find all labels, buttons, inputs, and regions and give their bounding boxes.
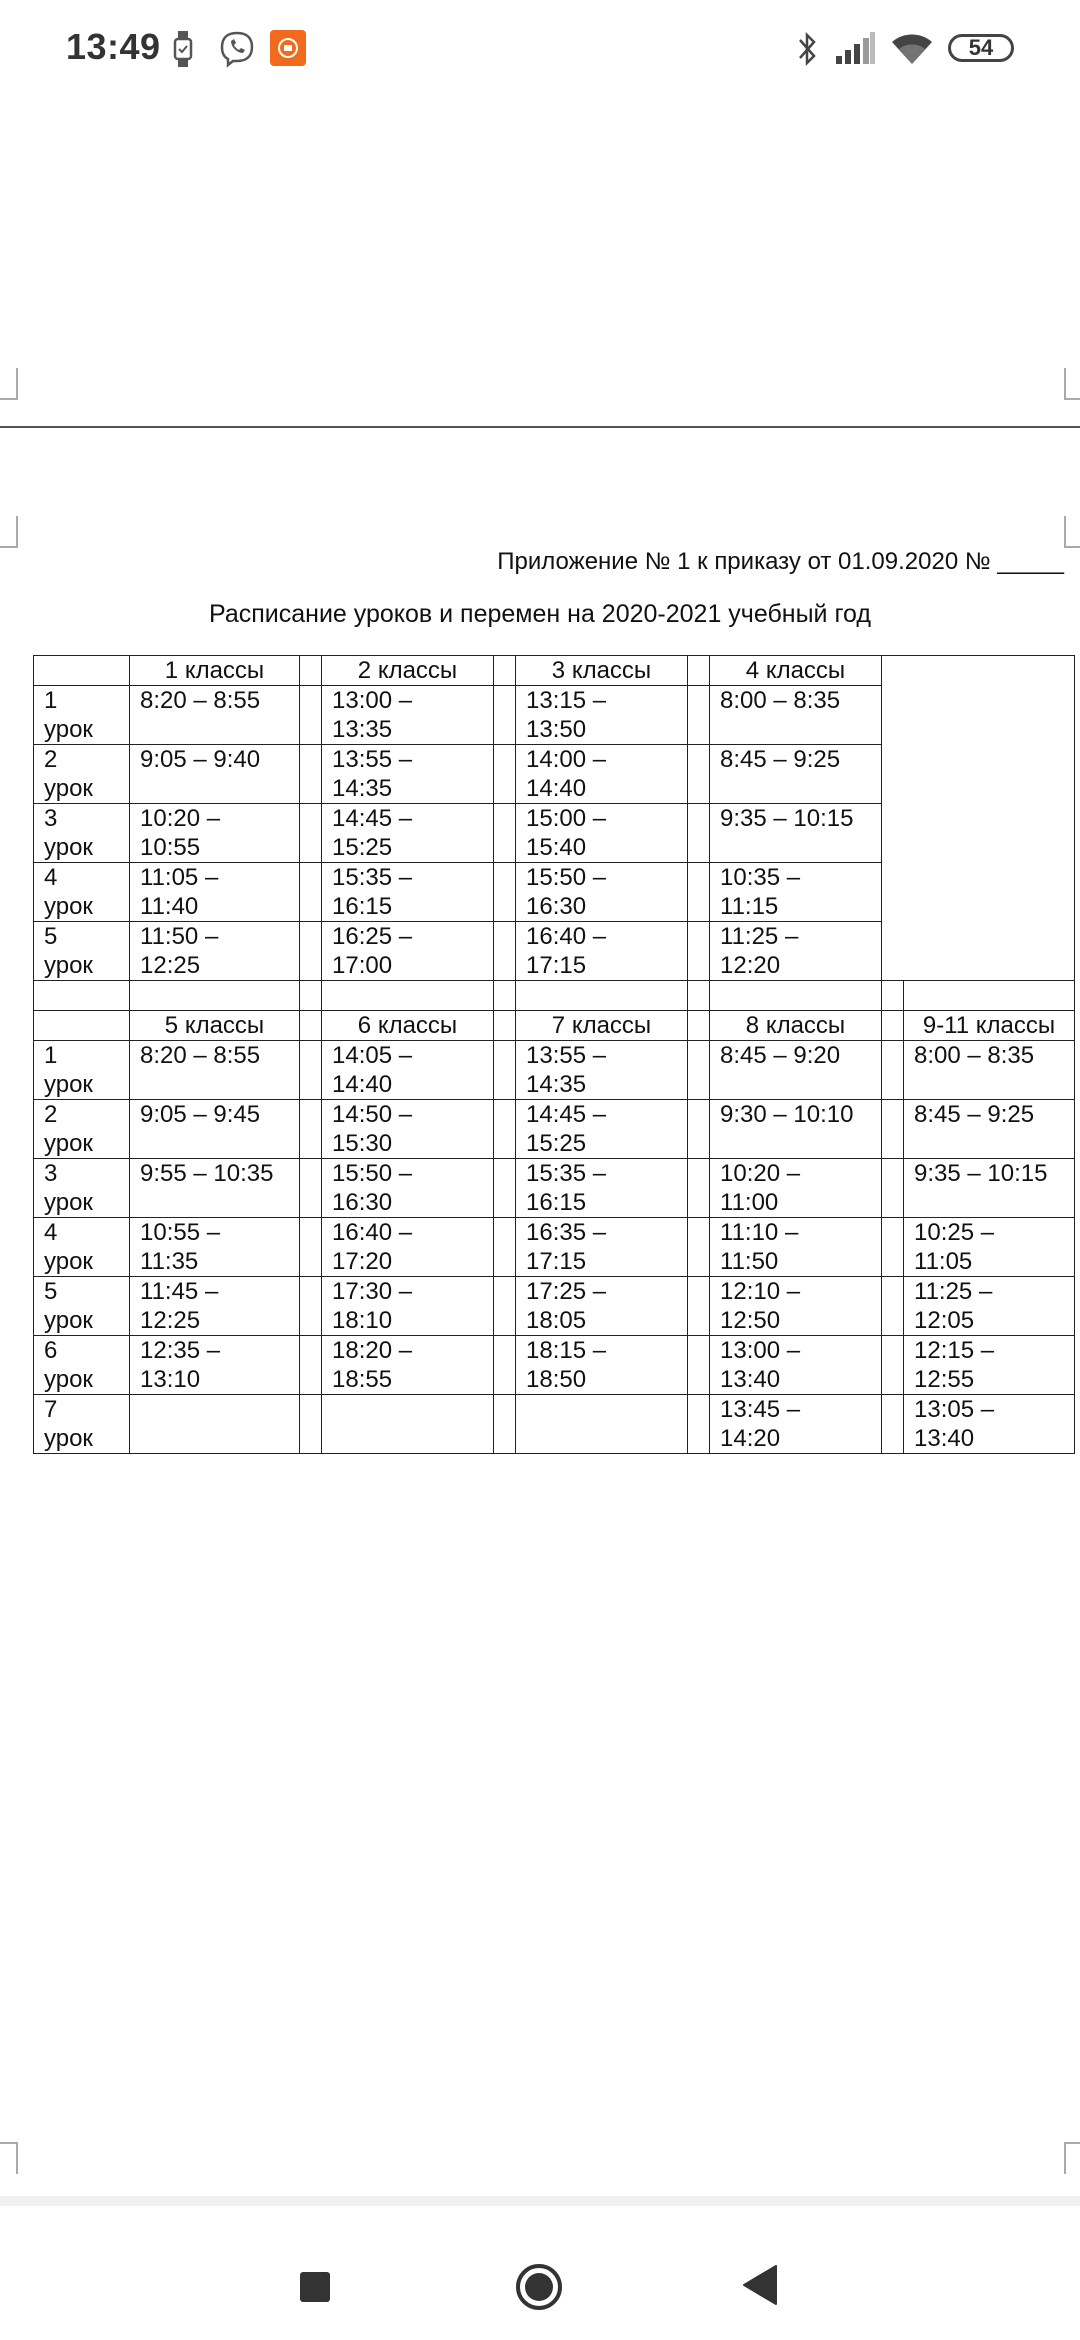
lesson-cell [34, 804, 130, 863]
time-cell-text: 13:05 – [914, 1396, 995, 1423]
lesson-cell [34, 745, 130, 804]
home-button[interactable] [514, 2262, 564, 2312]
spacer-cell [300, 656, 322, 686]
time-cell [322, 1218, 494, 1277]
time-cell-text: 8:00 – 8:35 [914, 1042, 1035, 1069]
empty-block [882, 656, 1075, 981]
grade-header [710, 1011, 882, 1041]
time-cell-text: 15:25 [332, 834, 393, 861]
time-cell-text: 9:30 – 10:10 [720, 1101, 854, 1128]
spacer-cell [688, 922, 710, 981]
lesson-cell [34, 1041, 130, 1100]
time-cell-text: 8:45 – 9:20 [720, 1042, 841, 1069]
time-cell-text: 9:05 – 9:45 [140, 1101, 261, 1128]
time-cell-text: 12:25 [140, 1307, 201, 1334]
time-cell [710, 922, 882, 981]
time-cell-text: 11:05 – [140, 864, 219, 891]
gap-cell [904, 981, 1075, 1011]
time-cell-text: 17:25 – [526, 1278, 607, 1305]
time-cell-text: 11:50 – [140, 923, 219, 950]
status-time: 13:49 [66, 26, 161, 67]
lesson-cell-text: 7 [44, 1396, 58, 1423]
grade-header-text: 8 классы [745, 1012, 846, 1039]
time-cell [322, 1159, 494, 1218]
time-cell-text: 17:15 [526, 952, 587, 979]
time-cell-text: 17:00 [332, 952, 393, 979]
spacer-cell [494, 1218, 516, 1277]
time-cell [516, 804, 688, 863]
spacer-cell [494, 656, 516, 686]
time-cell-text: 17:20 [332, 1248, 393, 1275]
time-cell [130, 1395, 300, 1454]
time-cell [710, 863, 882, 922]
spacer-cell [494, 922, 516, 981]
time-cell-text: 18:10 [332, 1307, 393, 1334]
time-cell-text: 9:05 – 9:40 [140, 746, 261, 773]
time-cell-text: 13:55 – [332, 746, 413, 773]
time-cell-text: 18:50 [526, 1366, 587, 1393]
page-corner-mark [1064, 368, 1080, 400]
time-cell [130, 922, 300, 981]
time-cell [710, 1218, 882, 1277]
time-cell [322, 1100, 494, 1159]
time-cell [322, 922, 494, 981]
table-row [34, 1159, 1075, 1218]
spacer-cell [300, 1218, 322, 1277]
spacer-cell [494, 745, 516, 804]
time-cell-text: 17:15 [526, 1248, 587, 1275]
table-row [34, 1277, 1075, 1336]
wifi-icon [890, 30, 934, 66]
signal-icon [834, 30, 876, 66]
spacer-cell [300, 1041, 322, 1100]
spacer-cell [300, 1159, 322, 1218]
time-cell-text: 15:35 – [526, 1160, 607, 1187]
grade-header-text: 7 классы [551, 1012, 652, 1039]
page-corner-mark [0, 368, 18, 400]
time-cell-text: 11:50 [720, 1248, 779, 1275]
spacer-cell [882, 1011, 904, 1041]
time-cell [322, 1336, 494, 1395]
time-cell-text: 18:20 – [332, 1337, 413, 1364]
spacer-cell [300, 1336, 322, 1395]
back-button[interactable] [742, 2264, 778, 2306]
spacer-cell [300, 863, 322, 922]
time-cell-text: 13:40 [720, 1366, 781, 1393]
time-cell [516, 1277, 688, 1336]
time-cell-text: 11:15 [720, 893, 779, 920]
lesson-cell [34, 863, 130, 922]
lesson-cell-text: 3 [44, 1160, 58, 1187]
lesson-cell-text: 2 [44, 746, 58, 773]
grade-header [710, 656, 882, 686]
time-cell [710, 804, 882, 863]
time-cell [516, 1336, 688, 1395]
time-cell [904, 1277, 1075, 1336]
time-cell [130, 1041, 300, 1100]
grade-header [130, 1011, 300, 1041]
spacer-cell [688, 656, 710, 686]
spacer-cell [300, 804, 322, 863]
gap-cell [494, 981, 516, 1011]
document-title: Расписание уроков и перемен на 2020-2021 учебный год [209, 600, 871, 628]
spacer-cell [688, 745, 710, 804]
spacer-cell [882, 1041, 904, 1100]
spacer-cell [882, 1218, 904, 1277]
time-cell [130, 1218, 300, 1277]
time-cell-text: 15:40 [526, 834, 587, 861]
time-cell-text: 9:35 – 10:15 [720, 805, 854, 832]
time-cell [322, 1277, 494, 1336]
spacer-cell [494, 1336, 516, 1395]
spacer-cell [882, 1395, 904, 1454]
gap-row [34, 981, 1075, 1011]
table2-header-row [34, 1011, 1075, 1041]
time-cell-text: 16:30 [332, 1189, 393, 1216]
time-cell-text: 11:45 – [140, 1278, 219, 1305]
time-cell-text: 12:05 [914, 1307, 975, 1334]
time-cell [322, 863, 494, 922]
spacer-cell [494, 1011, 516, 1041]
spacer-cell [688, 804, 710, 863]
time-cell [710, 1041, 882, 1100]
lesson-cell-text: урок [44, 893, 93, 920]
lesson-header-cell [34, 656, 130, 686]
page-corner-mark [1064, 516, 1080, 548]
spacer-cell [688, 1159, 710, 1218]
lesson-cell-text: 3 [44, 805, 58, 832]
time-cell [904, 1159, 1075, 1218]
lesson-cell [34, 686, 130, 745]
lesson-cell-text: 1 [44, 1042, 58, 1069]
time-cell-text: 18:05 [526, 1307, 587, 1334]
time-cell-text: 11:40 [140, 893, 199, 920]
spacer-cell [300, 686, 322, 745]
viewer-bottom-strip [0, 2196, 1080, 2206]
battery-icon: 54 [948, 34, 1014, 62]
time-cell-text: 12:50 [720, 1307, 781, 1334]
time-cell-text: 13:10 [140, 1366, 201, 1393]
schedule-table [33, 655, 1075, 1454]
spacer-cell [494, 804, 516, 863]
time-cell [322, 745, 494, 804]
grade-header [322, 1011, 494, 1041]
lesson-cell-text: урок [44, 952, 93, 979]
lesson-cell-text: урок [44, 716, 93, 743]
page-separator [0, 426, 1080, 428]
time-cell-text: 15:50 – [526, 864, 607, 891]
time-cell [904, 1336, 1075, 1395]
time-cell [904, 1100, 1075, 1159]
time-cell-text: 11:25 – [914, 1278, 993, 1305]
time-cell [904, 1218, 1075, 1277]
grade-header [516, 1011, 688, 1041]
spacer-cell [494, 1100, 516, 1159]
time-cell-text: 11:00 [720, 1189, 779, 1216]
lesson-cell-text: урок [44, 1071, 93, 1098]
grade-header-text: 5 классы [164, 1012, 265, 1039]
grade-header [322, 656, 494, 686]
time-cell [710, 1100, 882, 1159]
time-cell [322, 1395, 494, 1454]
time-cell-text: 10:35 – [720, 864, 801, 891]
spacer-cell [300, 745, 322, 804]
time-cell-text: 14:50 – [332, 1101, 413, 1128]
page-corner-mark [0, 516, 18, 548]
time-cell-text: 9:55 – 10:35 [140, 1160, 274, 1187]
time-cell-text: 13:45 – [720, 1396, 801, 1423]
grade-header-text: 9-11 классы [922, 1012, 1056, 1039]
status-bar [0, 0, 1080, 100]
time-cell-text: 11:10 – [720, 1219, 799, 1246]
time-cell [516, 1395, 688, 1454]
lesson-cell-text: урок [44, 1189, 93, 1216]
page-corner-mark [0, 2142, 18, 2174]
time-cell-text: 14:45 – [526, 1101, 607, 1128]
spacer-cell [882, 1159, 904, 1218]
time-cell [130, 686, 300, 745]
grade-header-text: 6 классы [357, 1012, 458, 1039]
time-cell-text: 13:50 [526, 716, 587, 743]
time-cell-text: 14:05 – [332, 1042, 413, 1069]
time-cell [516, 1100, 688, 1159]
spacer-cell [688, 1336, 710, 1395]
time-cell-text: 12:35 – [140, 1337, 221, 1364]
time-cell-text: 11:05 [914, 1248, 973, 1275]
grade-header-text: 1 классы [164, 657, 265, 684]
lesson-cell [34, 922, 130, 981]
navigation-bar [0, 2206, 1080, 2340]
time-cell [322, 1041, 494, 1100]
spacer-cell [882, 1100, 904, 1159]
time-cell-text: 8:20 – 8:55 [140, 1042, 261, 1069]
time-cell-text: 13:00 – [332, 687, 413, 714]
lesson-cell-text: 4 [44, 1219, 58, 1246]
viber-icon [218, 30, 256, 68]
time-cell-text: 10:55 [140, 834, 201, 861]
time-cell [130, 745, 300, 804]
time-cell-text: 13:55 – [526, 1042, 607, 1069]
lesson-cell-text: 5 [44, 923, 58, 950]
lesson-cell [34, 1218, 130, 1277]
time-cell [710, 686, 882, 745]
time-cell-text: 18:15 – [526, 1337, 607, 1364]
time-cell [130, 1277, 300, 1336]
lesson-cell-text: урок [44, 1425, 93, 1452]
app-notification-icon [270, 30, 306, 66]
time-cell [322, 686, 494, 745]
spacer-cell [688, 1277, 710, 1336]
time-cell [322, 804, 494, 863]
time-cell-text: 8:20 – 8:55 [140, 687, 261, 714]
time-cell-text: 10:55 – [140, 1219, 221, 1246]
time-cell [516, 863, 688, 922]
grade-header-text: 4 классы [745, 657, 846, 684]
lesson-header-cell [34, 1011, 130, 1041]
grade-header [130, 656, 300, 686]
lesson-cell [34, 1336, 130, 1395]
time-cell [516, 1159, 688, 1218]
lesson-cell-text: 4 [44, 864, 58, 891]
time-cell-text: 12:25 [140, 952, 201, 979]
spacer-cell [882, 1336, 904, 1395]
spacer-cell [494, 863, 516, 922]
spacer-cell [494, 1395, 516, 1454]
lesson-cell-text: урок [44, 834, 93, 861]
time-cell [130, 1159, 300, 1218]
time-cell-text: 17:30 – [332, 1278, 413, 1305]
gap-cell [130, 981, 300, 1011]
time-cell-text: 8:45 – 9:25 [720, 746, 841, 773]
lesson-cell [34, 1159, 130, 1218]
time-cell-text: 12:20 [720, 952, 781, 979]
spacer-cell [494, 1041, 516, 1100]
lesson-cell-text: 1 [44, 687, 58, 714]
time-cell [710, 745, 882, 804]
spacer-cell [300, 922, 322, 981]
time-cell-text: 8:45 – 9:25 [914, 1101, 1035, 1128]
bluetooth-icon [796, 30, 818, 68]
time-cell-text: 13:35 [332, 716, 393, 743]
time-cell-text: 14:35 [332, 775, 393, 802]
time-cell-text: 16:15 [526, 1189, 587, 1216]
spacer-cell [494, 1277, 516, 1336]
time-cell-text: 14:40 [526, 775, 587, 802]
time-cell-text: 18:55 [332, 1366, 393, 1393]
table-row [34, 1218, 1075, 1277]
time-cell-text: 13:15 – [526, 687, 607, 714]
time-cell-text: 15:25 [526, 1130, 587, 1157]
gap-cell [300, 981, 322, 1011]
time-cell [710, 1395, 882, 1454]
time-cell [516, 1041, 688, 1100]
time-cell-text: 9:35 – 10:15 [914, 1160, 1048, 1187]
gap-cell [322, 981, 494, 1011]
time-cell [904, 1395, 1075, 1454]
gap-cell [516, 981, 688, 1011]
spacer-cell [494, 1159, 516, 1218]
page-corner-mark [1064, 2142, 1080, 2174]
spacer-cell [300, 1277, 322, 1336]
time-cell-text: 11:35 [140, 1248, 199, 1275]
spacer-cell [300, 1395, 322, 1454]
lesson-cell-text: урок [44, 1366, 93, 1393]
spacer-cell [688, 863, 710, 922]
time-cell-text: 11:25 – [720, 923, 799, 950]
time-cell-text: 14:00 – [526, 746, 607, 773]
time-cell-text: 10:25 – [914, 1219, 995, 1246]
spacer-cell [300, 1100, 322, 1159]
time-cell-text: 14:20 [720, 1425, 781, 1452]
time-cell-text: 14:35 [526, 1071, 587, 1098]
time-cell-text: 15:00 – [526, 805, 607, 832]
appendix-note: Приложение № 1 к приказу от 01.09.2020 № _____ [497, 548, 1064, 575]
time-cell [130, 1336, 300, 1395]
lesson-cell-text: урок [44, 1130, 93, 1157]
table-row [34, 1100, 1075, 1159]
table-row [34, 1395, 1075, 1454]
time-cell-text: 10:20 – [720, 1160, 801, 1187]
time-cell-text: 10:20 – [140, 805, 221, 832]
grade-header [904, 1011, 1075, 1041]
time-cell [710, 1159, 882, 1218]
grade-header [516, 656, 688, 686]
time-cell [904, 1041, 1075, 1100]
time-cell-text: 12:55 [914, 1366, 975, 1393]
table-row [34, 1041, 1075, 1100]
grade-header-text: 2 классы [357, 657, 458, 684]
time-cell-text: 15:50 – [332, 1160, 413, 1187]
lesson-cell-text: 2 [44, 1101, 58, 1128]
smartwatch-icon [172, 30, 194, 68]
time-cell-text: 15:35 – [332, 864, 413, 891]
spacer-cell [688, 1218, 710, 1277]
time-cell-text: 14:45 – [332, 805, 413, 832]
spacer-cell [688, 686, 710, 745]
recents-button[interactable] [300, 2272, 330, 2302]
time-cell [516, 1218, 688, 1277]
time-cell [130, 863, 300, 922]
lesson-cell [34, 1277, 130, 1336]
time-cell-text: 12:15 – [914, 1337, 995, 1364]
lesson-cell [34, 1100, 130, 1159]
spacer-cell [882, 1277, 904, 1336]
spacer-cell [688, 1395, 710, 1454]
lesson-cell-text: урок [44, 1307, 93, 1334]
time-cell-text: 16:25 – [332, 923, 413, 950]
lesson-cell-text: урок [44, 775, 93, 802]
lesson-cell-text: 5 [44, 1278, 58, 1305]
time-cell [516, 745, 688, 804]
time-cell-text: 14:40 [332, 1071, 393, 1098]
spacer-cell [300, 1011, 322, 1041]
table1-header-row [34, 656, 1075, 686]
spacer-cell [494, 686, 516, 745]
time-cell [130, 1100, 300, 1159]
time-cell-text: 13:00 – [720, 1337, 801, 1364]
spacer-cell [688, 1100, 710, 1159]
gap-cell [688, 981, 710, 1011]
time-cell-text: 16:30 [526, 893, 587, 920]
gap-cell [34, 981, 130, 1011]
gap-cell [882, 981, 904, 1011]
time-cell-text: 16:35 – [526, 1219, 607, 1246]
time-cell-text: 16:15 [332, 893, 393, 920]
table-row [34, 1336, 1075, 1395]
time-cell [710, 1336, 882, 1395]
gap-cell [710, 981, 882, 1011]
time-cell-text: 8:00 – 8:35 [720, 687, 841, 714]
spacer-cell [688, 1011, 710, 1041]
lesson-cell-text: урок [44, 1248, 93, 1275]
time-cell [516, 922, 688, 981]
time-cell-text: 13:40 [914, 1425, 975, 1452]
time-cell-text: 12:10 – [720, 1278, 801, 1305]
lesson-cell-text: 6 [44, 1337, 58, 1364]
time-cell-text: 15:30 [332, 1130, 393, 1157]
spacer-cell [688, 1041, 710, 1100]
time-cell [710, 1277, 882, 1336]
grade-header-text: 3 классы [551, 657, 652, 684]
time-cell [130, 804, 300, 863]
time-cell [516, 686, 688, 745]
time-cell-text: 16:40 – [332, 1219, 413, 1246]
time-cell-text: 16:40 – [526, 923, 607, 950]
lesson-cell [34, 1395, 130, 1454]
